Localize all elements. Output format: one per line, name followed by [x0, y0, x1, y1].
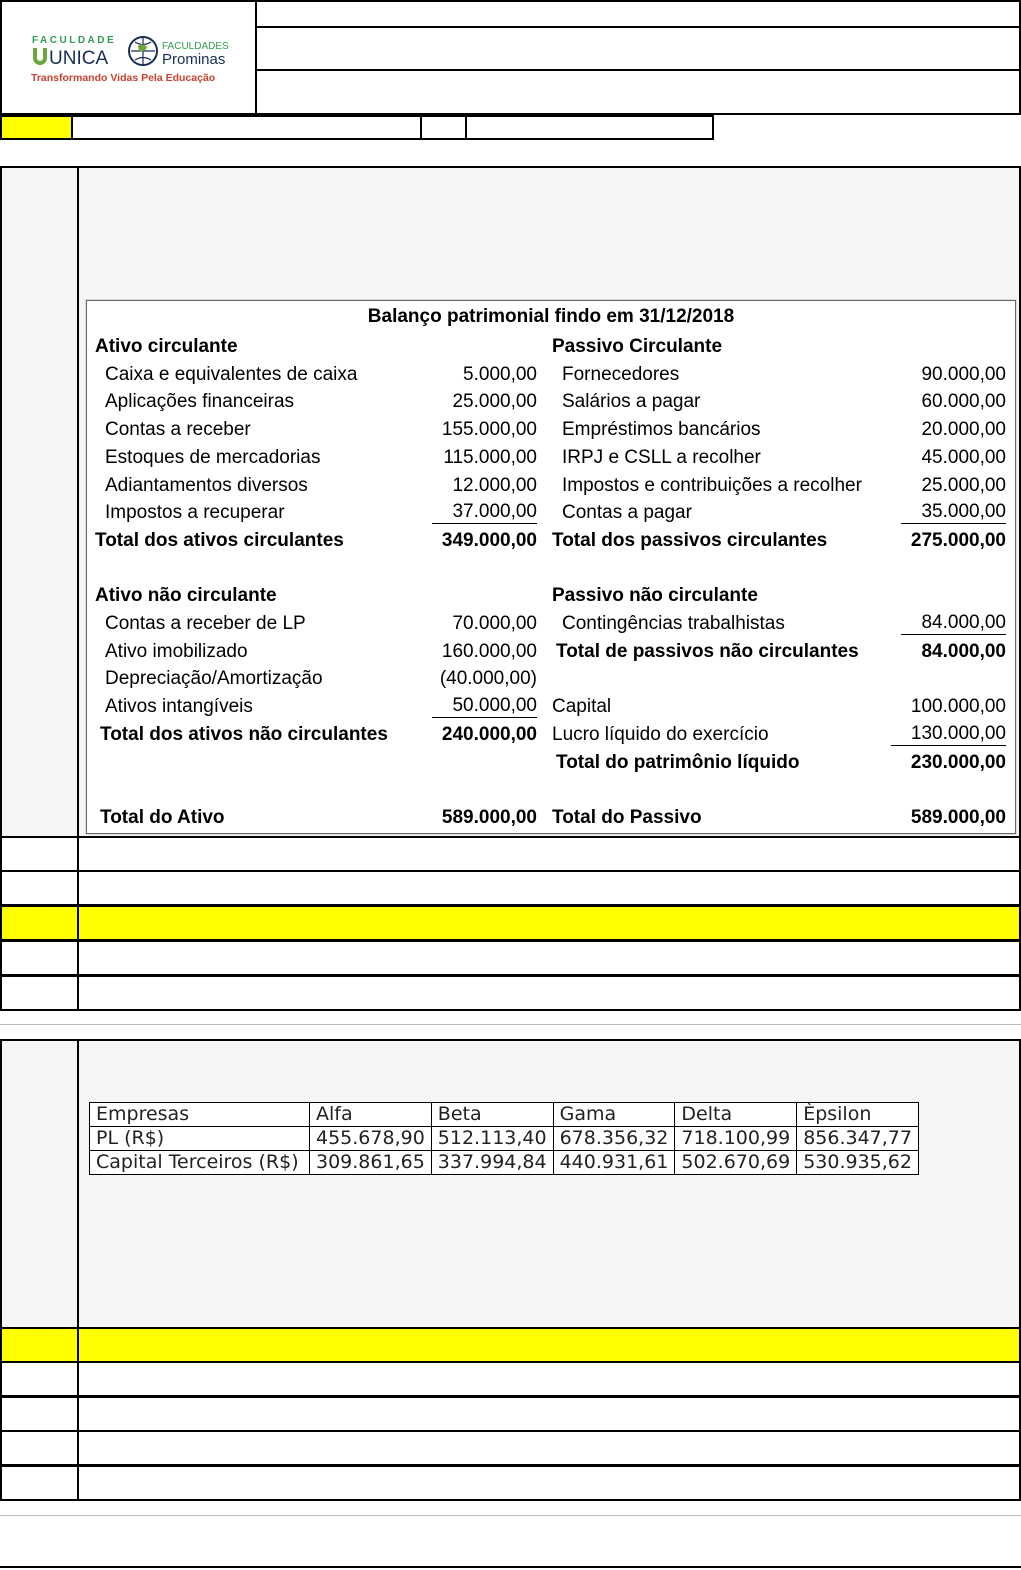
left-row-label: Ativo circulante: [95, 336, 238, 357]
left-row-value: 50.000,00: [432, 695, 537, 718]
right-row-value: 230.000,00: [910, 751, 1006, 773]
question-2-option-e[interactable]: [0, 1465, 1021, 1501]
table-cell: 337.994,84: [431, 1151, 553, 1175]
balance-sheet-title: Balanço patrimonial findo em 31/12/2018: [367, 306, 735, 327]
question-1-option-e[interactable]: [0, 975, 1021, 1011]
question-1-number-cell: [0, 166, 79, 838]
left-row-label: Total do Ativo: [100, 806, 225, 828]
left-row-value: 589.000,00: [441, 806, 537, 828]
header-fields: [255, 0, 1021, 115]
left-row-value: 70.000,00: [452, 613, 537, 634]
table-cell: PL (R$): [90, 1127, 310, 1151]
left-row-label: Ativos intangíveis: [105, 696, 253, 718]
companies-table: [89, 1102, 919, 1175]
page-divider-bottom: [0, 1515, 1021, 1516]
left-row-label: Depreciação/Amortização: [105, 668, 323, 690]
right-row-value: 84.000,00: [921, 640, 1006, 662]
institution-logo: [0, 0, 257, 115]
logo-faculdades-text: FACULDADES: [162, 41, 229, 52]
table-cell: 856.347,77: [797, 1127, 919, 1151]
right-row-value: 84.000,00: [901, 612, 1006, 635]
right-row-label: Fornecedores: [562, 363, 680, 385]
table-cell: 718.100,99: [675, 1127, 797, 1151]
footer-line: [0, 1566, 1021, 1568]
info-field-small: [420, 115, 467, 140]
table-header-cell: Empresas: [90, 1103, 310, 1127]
question-1-option-b[interactable]: [0, 870, 1021, 906]
left-row-label: Ativo imobilizado: [105, 640, 248, 662]
question-2-body: [77, 1039, 1021, 1329]
logo-prominas-text: Prominas: [162, 51, 226, 68]
right-row-label: Salários a pagar: [562, 391, 701, 413]
question-1-option-c[interactable]: [0, 905, 1021, 941]
question-1-option-d[interactable]: [0, 940, 1021, 976]
logo-graphic: [2, 2, 255, 113]
right-row-value: 130.000,00: [891, 723, 1006, 746]
right-row-label: Passivo Circulante: [552, 336, 723, 357]
left-row-value: 115.000,00: [443, 446, 537, 468]
right-row-label: Passivo não circulante: [552, 585, 758, 607]
left-row-label: Contas a receber de LP: [105, 613, 306, 634]
companies-table-wrapper: [89, 1102, 919, 1175]
left-row-label: Adiantamentos diversos: [105, 474, 308, 496]
table-cell: 455.678,90: [310, 1127, 432, 1151]
table-header-row: [90, 1103, 919, 1127]
left-row-label: Total dos ativos circulantes: [95, 529, 344, 551]
right-row-label: Total do patrimônio líquido: [556, 751, 800, 773]
left-row-value: 12.000,00: [452, 474, 537, 496]
right-row-label: Impostos e contribuições a recolher: [562, 474, 862, 496]
right-row-label: Lucro líquido do exercício: [552, 723, 769, 745]
question-2-option-d[interactable]: [0, 1430, 1021, 1466]
table-header-cell: Èpsilon: [797, 1103, 919, 1127]
left-row-value: 5.000,00: [463, 363, 537, 385]
logo-unica-text: UNICA: [49, 48, 109, 69]
table-cell: 309.861,65: [310, 1151, 432, 1175]
logo-faculdade-text: FACULDADE: [32, 35, 117, 46]
question-2-option-c[interactable]: [0, 1396, 1021, 1432]
table-header-cell: Beta: [431, 1103, 553, 1127]
right-row-value: 60.000,00: [921, 391, 1006, 413]
right-row-label: Contas a pagar: [562, 502, 692, 524]
left-row-value: 240.000,00: [441, 723, 537, 745]
table-header-cell: Gama: [553, 1103, 675, 1127]
left-row-label: Total dos ativos não circulantes: [100, 723, 388, 745]
left-row-label: Aplicações financeiras: [105, 391, 295, 413]
right-row-value: 589.000,00: [910, 806, 1006, 828]
table-cell: 678.356,32: [553, 1127, 675, 1151]
left-row-label: Caixa e equivalentes de caixa: [105, 363, 358, 385]
right-row-value: 90.000,00: [921, 363, 1006, 385]
right-row-label: Capital: [552, 696, 612, 718]
left-row-label: Impostos a recuperar: [105, 502, 285, 524]
right-row-value: 275.000,00: [910, 529, 1006, 551]
page-divider: [0, 1024, 1021, 1025]
question-2-option-b[interactable]: [0, 1361, 1021, 1397]
left-row-value: (40.000,00): [439, 668, 537, 690]
table-cell: Capital Terceiros (R$): [90, 1151, 310, 1175]
left-row-value: 25.000,00: [452, 391, 537, 413]
left-row-label: Contas a receber: [105, 419, 251, 441]
right-row-value: 100.000,00: [910, 696, 1006, 718]
right-row-value: 20.000,00: [921, 419, 1006, 441]
logo-slogan-text: Transformando Vidas Pela Educação: [31, 72, 216, 84]
table-row: [90, 1127, 919, 1151]
table-header-cell: Delta: [675, 1103, 797, 1127]
table-cell: 502.670,69: [675, 1151, 797, 1175]
table-cell: 440.931,61: [553, 1151, 675, 1175]
table-cell: 512.113,40: [431, 1127, 553, 1151]
left-row-label: Ativo não circulante: [95, 585, 277, 607]
balance-sheet: [86, 300, 1016, 834]
table-row: [90, 1151, 919, 1175]
table-header-cell: Alfa: [310, 1103, 432, 1127]
right-row-value: 45.000,00: [921, 446, 1006, 468]
right-row-label: IRPJ e CSLL a recolher: [562, 446, 761, 468]
right-row-label: Total dos passivos circulantes: [552, 529, 828, 551]
right-row-label: Total de passivos não circulantes: [556, 640, 859, 662]
question-2-number-cell: [0, 1039, 79, 1329]
question-2-option-a[interactable]: [0, 1327, 1021, 1363]
right-row-label: Total do Passivo: [552, 806, 702, 828]
info-field-name: [71, 115, 422, 140]
table-cell: 530.935,62: [797, 1151, 919, 1175]
question-1-option-a[interactable]: [0, 836, 1021, 872]
info-field-date: [465, 115, 714, 140]
right-row-value: 25.000,00: [921, 474, 1006, 496]
left-row-value: 349.000,00: [441, 529, 537, 551]
left-row-label: Estoques de mercadorias: [105, 446, 321, 468]
logo-u-mark: [33, 48, 47, 65]
right-row-value: 35.000,00: [901, 501, 1006, 524]
right-row-label: Empréstimos bancários: [562, 419, 761, 441]
left-row-value: 37.000,00: [432, 501, 537, 524]
left-row-value: 155.000,00: [441, 419, 537, 441]
right-row-label: Contingências trabalhistas: [562, 613, 785, 634]
left-row-value: 160.000,00: [441, 640, 537, 662]
info-field-yellow: [0, 115, 73, 140]
